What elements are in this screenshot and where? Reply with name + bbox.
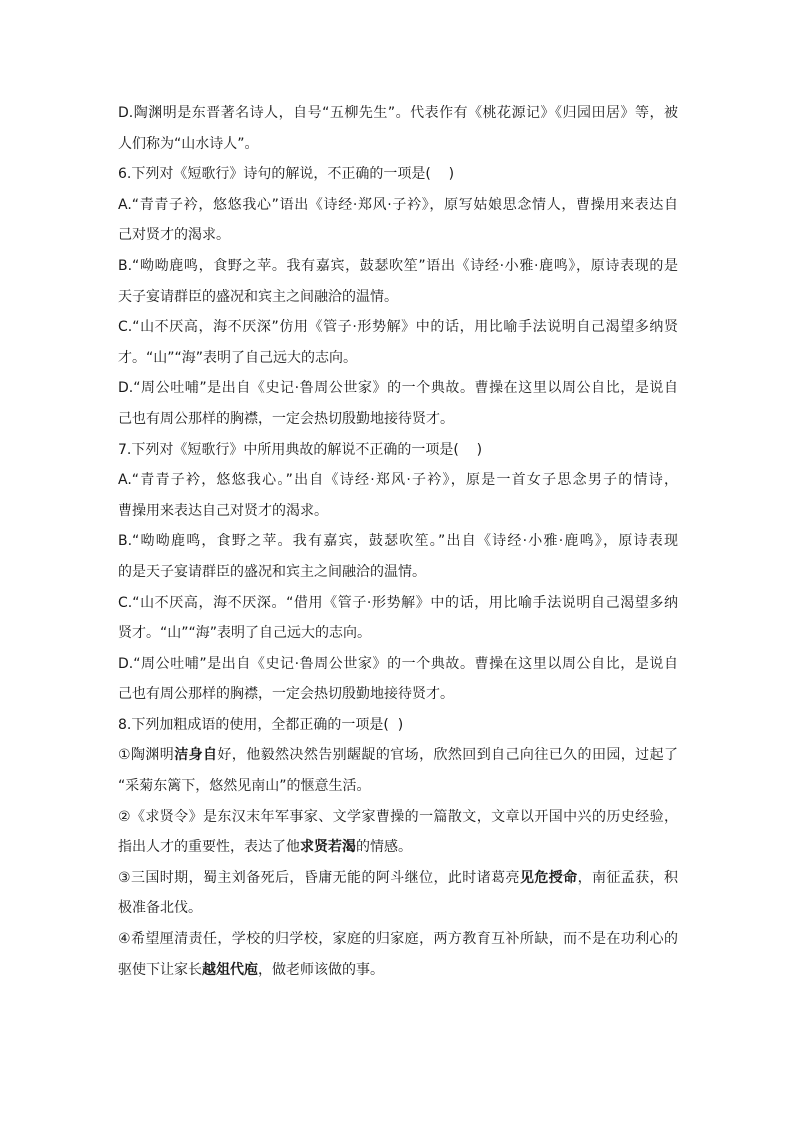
option-line [118, 771, 678, 802]
text-span: 指出人才的重要性，表达了他 [118, 839, 300, 856]
text-line: 6.下列对《短歌行》诗句的解说，不正确的一项是( ) [118, 166, 455, 183]
text-line: D.“周公吐哺”是出自《史记·鲁周公世家》的一个典故。曹操在这里以周公自比，是说自 [118, 380, 678, 397]
text-line: C.“山不厌高，海不厌深。“借用《管子·形势解》中的话，用比喻手法说明自己渴望多纳 [118, 594, 678, 611]
text-line: 己也有周公那样的胸襟，一定会热切殷勤地接待贤才。 [118, 410, 454, 427]
option-line [118, 802, 678, 833]
text-line: 7.下列对《短歌行》中所用典故的解说不正确的一项是( ) [118, 441, 483, 458]
option-line [118, 863, 678, 894]
text-line: C.“山不厌高，海不厌深”仿用《管子·形势解》中的话，用比喻手法说明自己渴望多纳贤 [118, 319, 678, 336]
text-span: “采菊东篱下，悠然见南山”的惬意生活。 [118, 778, 371, 795]
text-span: ②《求贤令》是东汉末年军事家、文学家曹操的一篇散文，文章以开国中兴的历史经验， [118, 808, 678, 825]
text-line: 己也有周公那样的胸襟，一定会热切殷勤地接待贤才。 [118, 686, 454, 703]
bold-idiom: 求贤若渴 [300, 839, 356, 856]
document-page [118, 98, 678, 985]
option-line [118, 955, 678, 986]
text-span: 好，他毅然决然告别龌龊的官场，欣然回到自己向往已久的田园，过起了 [217, 747, 678, 764]
text-span: ④希望厘清责任，学校的归学校，家庭的归家庭，两方教育互补所缺，而不是在功利心的 [118, 931, 678, 948]
idiom-options-block [118, 740, 678, 985]
option-line [118, 832, 678, 863]
text-span: 驱使下让家长 [118, 961, 202, 978]
text-line: B.“呦呦鹿鸣，食野之苹。我有嘉宾，鼓瑟吹笙”语出《诗经·小雅·鹿鸣》，原诗表现的是 [118, 257, 678, 274]
option-line [118, 924, 678, 955]
bold-idiom: 越俎代庖 [202, 961, 258, 978]
text-line: 天子宴请群臣的盛况和宾主之间融洽的温情。 [118, 288, 398, 305]
text-span: ③三国时期，蜀主刘备死后，昏庸无能的阿斗继位，此时诸葛亮 [118, 869, 520, 886]
text-span: 的情感。 [356, 839, 412, 856]
text-span: 极准备北伐。 [118, 900, 202, 917]
question-text-block [118, 98, 678, 740]
text-span: ①陶渊明 [118, 747, 175, 764]
text-line: 才。“山”“海”表明了自己远大的志向。 [118, 349, 358, 366]
text-line: A.“青青子衿，悠悠我心。”出自《诗经·郑风·子衿》，原是一首女子思念男子的情诗， [118, 472, 678, 489]
text-line: D.陶渊明是东晋著名诗人，自号“五柳先生”。代表作有《桃花源记》《归园田居》等，被 [118, 105, 678, 121]
text-span: ，做老师该做的事。 [258, 961, 384, 978]
option-line [118, 893, 678, 924]
option-line [118, 740, 678, 771]
text-span: ，南征孟获，积 [577, 869, 678, 886]
text-line: 8.下列加粗成语的使用，全都正确的一项是( ) [118, 716, 404, 733]
text-line: D.“周公吐哺”是出自《史记·鲁周公世家》的一个典故。曹操在这里以周公自比，是说自 [118, 655, 678, 672]
bold-idiom: 见危授命 [519, 869, 578, 886]
text-line: 曹操用来表达自己对贤才的渴求。 [118, 502, 328, 519]
bold-idiom: 洁身自 [174, 747, 218, 764]
text-line: 贤才。“山”“海”表明了自己远大的志向。 [118, 625, 372, 642]
text-line: 的是天子宴请群臣的盛况和宾主之间融洽的温情。 [118, 563, 426, 580]
text-line: 人们称为“山水诗人”。 [118, 135, 259, 152]
text-line: A.“青青子衿，悠悠我心”语出《诗经·郑风·子衿》，原写姑娘思念情人，曹操用来表达自 [118, 196, 678, 213]
text-line: B.“呦呦鹿鸣，食野之苹。我有嘉宾，鼓瑟吹笙。”出自《诗经·小雅·鹿鸣》，原诗表现 [118, 533, 678, 550]
text-line: 己对贤才的渴求。 [118, 227, 230, 244]
